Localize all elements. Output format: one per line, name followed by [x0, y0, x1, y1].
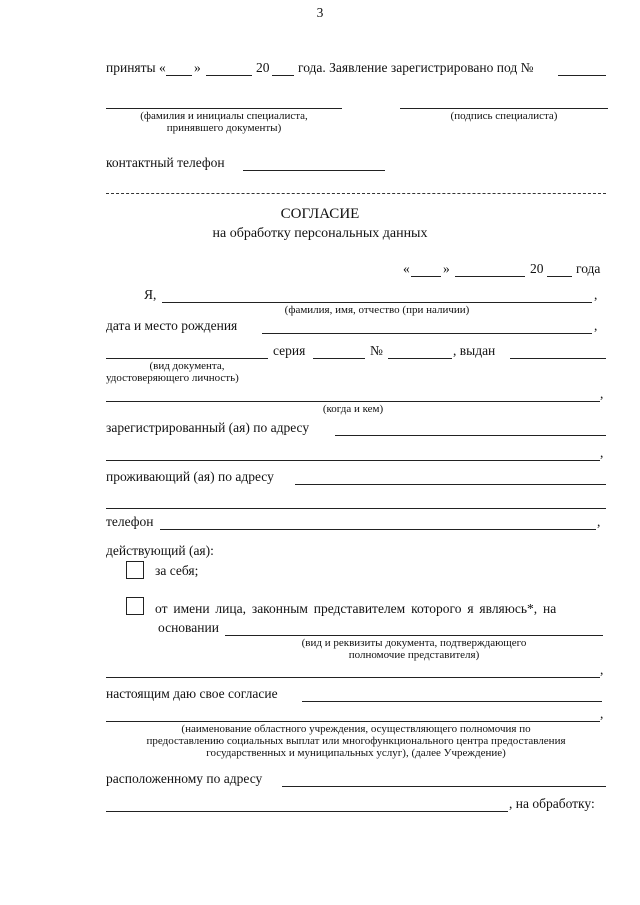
i-label: Я, — [144, 287, 157, 302]
consent-org-comma: , — [600, 706, 604, 721]
option-self-label: за себя; — [155, 563, 199, 578]
living-label: проживающий (ая) по адресу — [106, 469, 274, 484]
issued-by-comma: , — [600, 386, 604, 401]
number-label: № — [370, 343, 383, 358]
accepted-reg-text: года. Заявление зарегистрировано под № — [298, 60, 534, 75]
signature-line — [400, 108, 608, 109]
date-quote-close: » — [443, 261, 450, 276]
phone-line — [160, 529, 596, 530]
date-year-prefix: 20 — [530, 261, 544, 276]
doc-caption-2: удостоверяющего личность) — [106, 372, 239, 384]
date-year-line — [547, 276, 572, 277]
issued-by-line — [106, 401, 600, 402]
consent-org-line-1 — [302, 701, 602, 702]
accepted-month-line — [206, 75, 252, 76]
contact-phone-label: контактный телефон — [106, 155, 225, 170]
date-year-suffix: года — [576, 261, 601, 276]
specialist-name-line — [106, 108, 342, 109]
specialist-caption-2: принявшего документы) — [166, 122, 282, 134]
processing-label: , на обработку: — [509, 796, 595, 811]
fio-line — [162, 302, 592, 303]
series-line — [313, 358, 365, 359]
located-line-2 — [106, 811, 508, 812]
accepted-quote-close: » — [194, 60, 201, 75]
accepted-day-line — [166, 75, 192, 76]
fio-caption: (фамилия, имя, отчество (при наличии) — [284, 304, 470, 316]
fio-comma: , — [594, 287, 598, 302]
date-month-line — [455, 276, 525, 277]
series-label: серия — [273, 343, 306, 358]
located-line-1 — [282, 786, 606, 787]
birth-comma: , — [594, 318, 598, 333]
consent-subtitle: на обработку персональных данных — [212, 226, 428, 241]
contact-phone-line — [243, 170, 385, 171]
option-rep-line1: от имени лица, законным представителем которого я являюсь*, на — [155, 601, 557, 616]
reg-number-line — [558, 75, 606, 76]
specialist-caption-1: (фамилия и инициалы специалиста, — [140, 110, 308, 122]
consent-title: СОГЛАСИЕ — [280, 206, 360, 222]
accepted-prefix: приняты « — [106, 60, 166, 75]
issued-label: , выдан — [453, 343, 496, 358]
org-caption-2: предоставлению социальных выплат или многофункционального центра предоставления — [146, 735, 566, 747]
org-caption-1: (наименование областного учреждения, осуществляющего полномочия по — [181, 723, 531, 735]
representative-checkbox[interactable] — [126, 597, 144, 615]
living-line-1 — [295, 484, 606, 485]
phone-label: телефон — [106, 514, 154, 529]
org-caption-3: государственных и муниципальных услуг), (далее Учреждение) — [206, 747, 506, 759]
basis-caption-1: (вид и реквизиты документа, подтверждающего — [301, 637, 527, 649]
option-rep-basis-label: основании — [158, 620, 219, 635]
when-whom-caption: (когда и кем) — [322, 403, 384, 415]
issued-line — [510, 358, 606, 359]
number-line — [388, 358, 452, 359]
living-line-2 — [106, 508, 606, 509]
accepted-year-line — [272, 75, 294, 76]
page-number: 3 — [316, 5, 324, 20]
doc-type-line — [106, 358, 268, 359]
registered-line-1 — [335, 435, 606, 436]
accepted-year-prefix: 20 — [256, 60, 270, 75]
date-day-line — [411, 276, 441, 277]
consent-org-line-2 — [106, 721, 600, 722]
acting-label: действующий (ая): — [106, 543, 214, 558]
birth-label: дата и место рождения — [106, 318, 238, 333]
doc-caption-1: (вид документа, — [149, 360, 225, 372]
registered-line-2 — [106, 460, 600, 461]
basis-line — [225, 635, 603, 636]
basis-comma: , — [600, 662, 604, 677]
consent-label: настоящим даю свое согласие — [106, 686, 278, 701]
registered-label: зарегистрированный (ая) по адресу — [106, 420, 310, 435]
basis-line-2 — [106, 677, 600, 678]
basis-caption-2: полномочие представителя) — [348, 649, 480, 661]
cut-line-divider — [106, 193, 606, 194]
phone-comma: , — [597, 514, 601, 529]
registered-comma: , — [600, 445, 604, 460]
birth-line — [262, 333, 592, 334]
located-label: расположенному по адресу — [106, 771, 263, 786]
date-quote-open: « — [403, 261, 410, 276]
signature-caption: (подпись специалиста) — [450, 110, 558, 122]
self-checkbox[interactable] — [126, 561, 144, 579]
